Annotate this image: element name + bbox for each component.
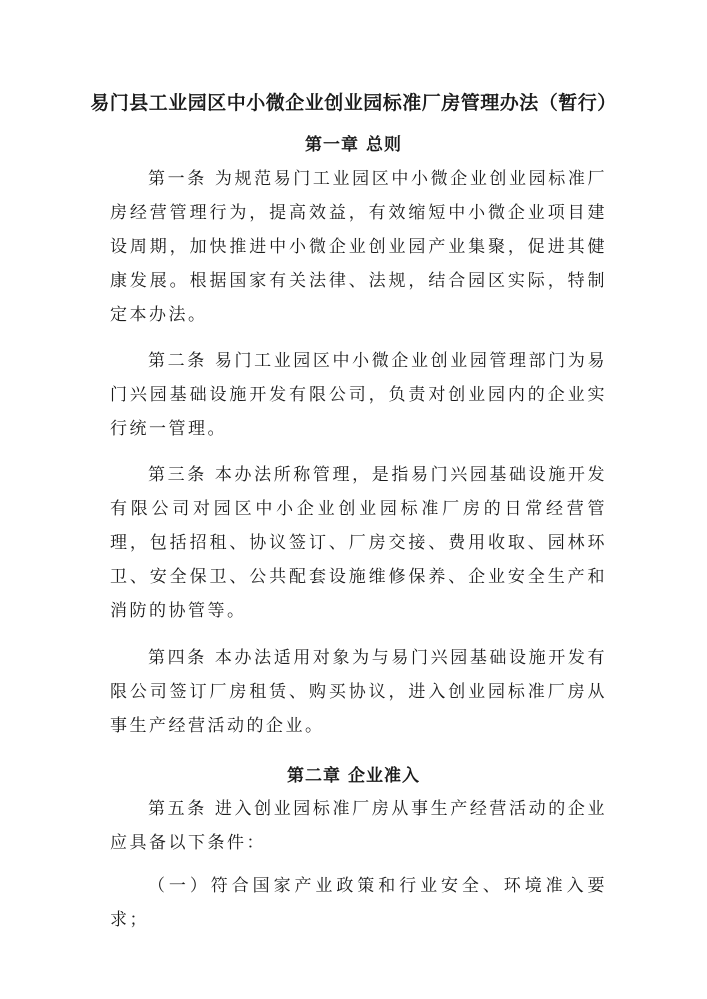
article-1: 第一条 为规范易门工业园区中小微企业创业园标准厂房经营管理行为，提高效益，有效缩短中小微企业项目建设周期，加快推进中小微企业创业园产业集聚，促进其健康发展。根据国家有关法律、法规，结合园区实际，特制定本办法。 [110,169,607,325]
document-title: 易门县工业园区中小微企业创业园标准厂房管理办法（暂行） [90,92,617,114]
article-4: 第四条 本办法适用对象为与易门兴园基础设施开发有限公司签订厂房租赁、购买协议，进入创业园标准厂房从事生产经营活动的企业。 [110,648,607,736]
article-5: 第五条 进入创业园标准厂房从事生产经营活动的企业应具备以下条件： [110,799,607,853]
article-3: 第三条 本办法所称管理，是指易门兴园基础设施开发有限公司对园区中小企业创业园标准厂房的日常经营管理，包括招租、协议签订、厂房交接、费用收取、园林环卫、安全保卫、公共配套设施维修保养、企业安全生产和消防的协管等。 [110,465,607,621]
chapter-heading-2: 第二章 企业准入 [287,766,420,786]
chapter-heading-1: 第一章 总则 [305,135,402,155]
article-2: 第二条 易门工业园区中小微企业创业园管理部门为易门兴园基础设施开发有限公司，负责对创业园内的企业实行统一管理。 [110,351,607,439]
article-5-item-1: （一）符合国家产业政策和行业安全、环境准入要求； [110,876,607,930]
